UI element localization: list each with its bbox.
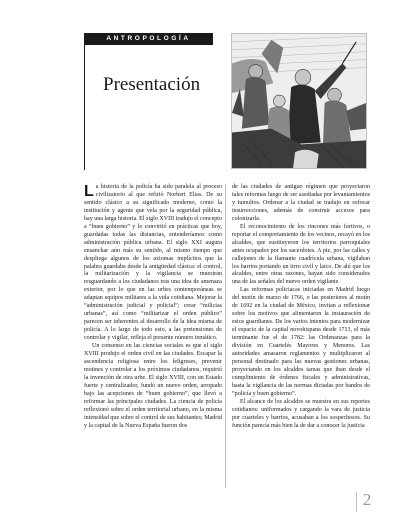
article-paragraph-3: de las ciudades de antiguo régimen que proyectaron tales reformas luego de ser asediadas por levantamientos y tumultos. Ordenar a la ciudad se tradujo en sofocar insurrecciones, además de construir accesos para colonizarla. <box>232 184 370 222</box>
page-number-rule <box>356 492 357 512</box>
engraving-illustration <box>231 33 367 169</box>
page-title: Presentación <box>103 74 201 95</box>
article-paragraph-4: El reconocimiento de los rincones más furtivos, o reportar el comportamiento de los vecinos, recayó en los alcaldes, que sustituyeron los territorios parroquiales antes ocupados por los sacerdotes. A pie, por las calles y callejones de la flamante cuadrícula urbana, vigilaban los barrios portando un tirro civil y laico. De ahí que los alcaldes, entre otras razones, hayan sido considerados una de las señales del nuevo orden vigilante. <box>232 223 370 286</box>
paragraph-text: a historia de la policía ha sido paralela al proceso civilizatorio al que refirió Norbert Elias. De su sentido clásico a su significado moderno, como la institución y agente que vela por la seguridad pública, hay una larga historia. El siglo XVIII tradujo el concepto a “buen gobierno” y lo convirtió en prácticas que hoy, guardadas todas las distancias, entenderíamos como administración pública urbana. El siglo XXI augura ensanchar aún más su sentido, al mismo tiempo que despliega algunos de los axiomas implícitos que la palabra guardaba desde la antigüedad clásica: el control, la militarización y la vigilancia se muestran resguardando a los ciudadanos tras una idea de amenaza exterior, por lo que en las urbes contemporáneas se adaptan equipos militares a la vida cotidiana. Mejorar la “administración judicial y policial”; crear “milicias urbanas”, así como “militarizar el orden público” parecen ser inherentes al desarrollo de la idea misma de policía. A lo largo de todo esto, a las pretensiones de controlar y vigilar, refleja el presente número temático. <box>84 184 222 342</box>
article-paragraph-5: Las reformas policiacas iniciadas en Madrid luego del motín de marzo de 1766, o las posteriores al motín de 1692 en la ciudad de México, invitan a reflexionar sobre los motivos que alimentaron la instauración de estos guardianes. De los varios intentos para modernizar el espacio de la capital novohispana desde 1713, el más terminante fue el de 1782: las Ordenanzas para la división en Cuartelés Mayores y Menores. Las autoridades amasaron reglamentos y multiplicaron al personal destinado para las nuevas gestiones urbanas, proyectando en los alcaldes tareas que iban desde el cumplimiento de órdenes fiscales y administrativas, hasta la vigilancia de las normas dictadas por bandos de “policía y buen gobierno”. <box>232 287 370 397</box>
dropcap-letter: L <box>84 183 94 200</box>
article-left-column <box>84 184 222 431</box>
article-paragraph-6: El alcance de los alcaldes se muestra en sus reportes cotidianos: uniformados y cargando la vara de justicia por cuarteles y barrios, acusaban a los sospechosos. Su función parecía más bien la de dar a conocer la justicia <box>232 398 370 429</box>
article-paragraph-2: Un consenso en las ciencias sociales es que el siglo XVIII produjo el orden civil en las ciudades. Escapar la ascendencia religiosa entre los feligreses, prevenir motines y controlar a los próximos ciudadanos, requirió la invención de otra urbe. El siglo XVIII, con un Estado fuerte y centralizador, fundó un nuevo orden, arropado bajo las acepciones de “buen gobierno”, que llevó a reformar las principales ciudades. La ciencia de policía reflexionó sobre el orden territorial urbano, en la misma intensidad que sobre el control de sus habitantes; Madrid y la capital de la Nueva España fueron dos <box>84 343 222 429</box>
article-paragraph-1 <box>84 184 222 343</box>
engraving-crowd-scene-icon <box>232 34 366 168</box>
article-right-column <box>232 184 370 431</box>
title-vertical-rule <box>84 45 85 170</box>
page-number: 2 <box>362 490 372 509</box>
column-gutter-rule <box>225 184 226 488</box>
section-label-bar: ANTROPOLOGÍA <box>84 33 213 45</box>
